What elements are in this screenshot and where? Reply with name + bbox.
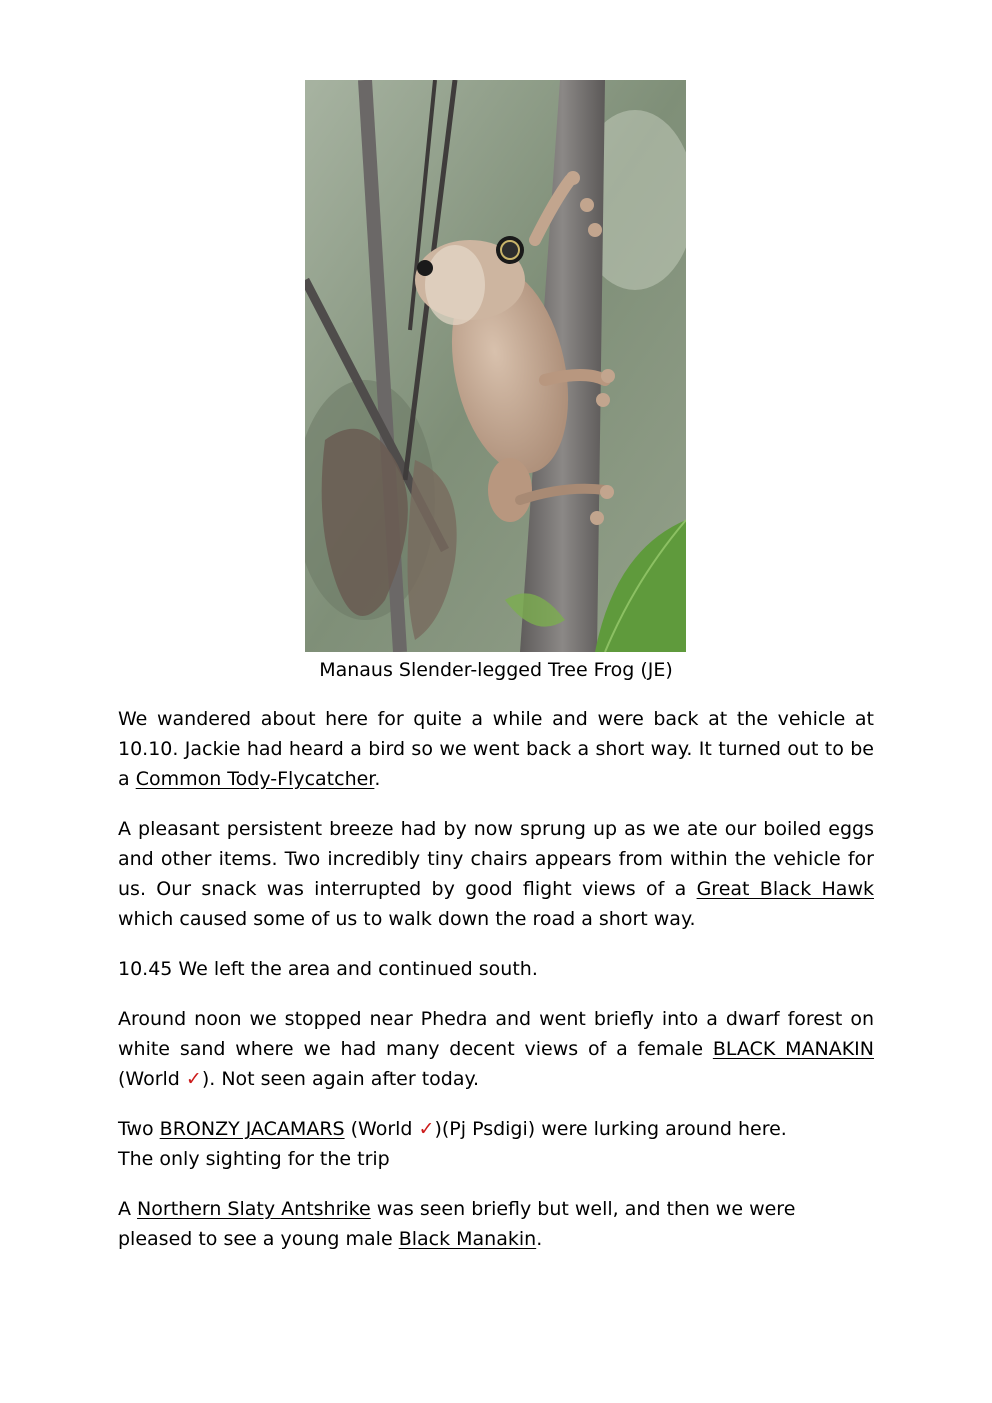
bird-name-great-black-hawk: Great Black Hawk [696,878,874,900]
paragraph-6-text: A [118,1198,138,1220]
paragraph-6-middle: was seen briefly but well, and then we were pleased to see a young male [118,1198,796,1250]
bird-name-black-manakin: BLACK MANAKIN [712,1038,874,1060]
bird-name-bronzy-jacamars: BRONZY JACAMARS [159,1118,345,1140]
paragraph-1-text: We wandered about here for quite a while and were back at the vehicle at 10.10. Jackie had heard a bird so we went back a short way. It turned out to be a [118,708,874,790]
paragraph-1-end: . [374,768,381,790]
paragraph-2-end: which caused some of us to walk down the road a short way. [118,908,696,930]
paragraph-2-text: A pleasant persistent breeze had by now sprung up as we ate our boiled eggs and other items. Two incredibly tiny chairs appears from within the vehicle for us. Our snack was interrupted by good flight views of a [118,818,874,900]
paragraph-5 [118,1114,874,1174]
paragraph-2 [118,814,874,934]
bird-name-black-manakin-2: Black Manakin [398,1228,537,1250]
paragraph-4 [118,1004,874,1094]
paragraph-6 [118,1194,874,1254]
trip-report-text [118,704,874,1274]
paragraph-3-text: 10.45 We left the area and continued south. [118,958,538,980]
bird-name-common-tody-flycatcher: Common Tody-Flycatcher [135,768,375,790]
photo-caption: Manaus Slender-legged Tree Frog (JE) [319,659,673,681]
bird-name-northern-slaty-antshrike: Northern Slaty Antshrike [137,1198,371,1220]
paragraph-5-world-label: (World [344,1118,419,1140]
paragraph-6-end: . [536,1228,543,1250]
paragraph-3 [118,954,874,984]
frog-photo [305,80,686,652]
checkmark-icon: ✓ [185,1068,202,1090]
paragraph-4-text: Around noon we stopped near Phedra and went briefly into a dwarf forest on white sand where we had many decent views of a female [118,1008,874,1060]
paragraph-5-line-2: The only sighting for the trip [118,1148,390,1170]
paragraph-4-end: ). Not seen again after today. [201,1068,480,1090]
paragraph-5-end: )(Pj Psdigi) were lurking around here. [434,1118,787,1140]
paragraph-5-text: Two [118,1118,160,1140]
paragraph-4-world-label: (World [118,1068,186,1090]
frog-photo-illustration [305,80,686,652]
checkmark-icon: ✓ [418,1118,435,1140]
paragraph-1 [118,704,874,794]
